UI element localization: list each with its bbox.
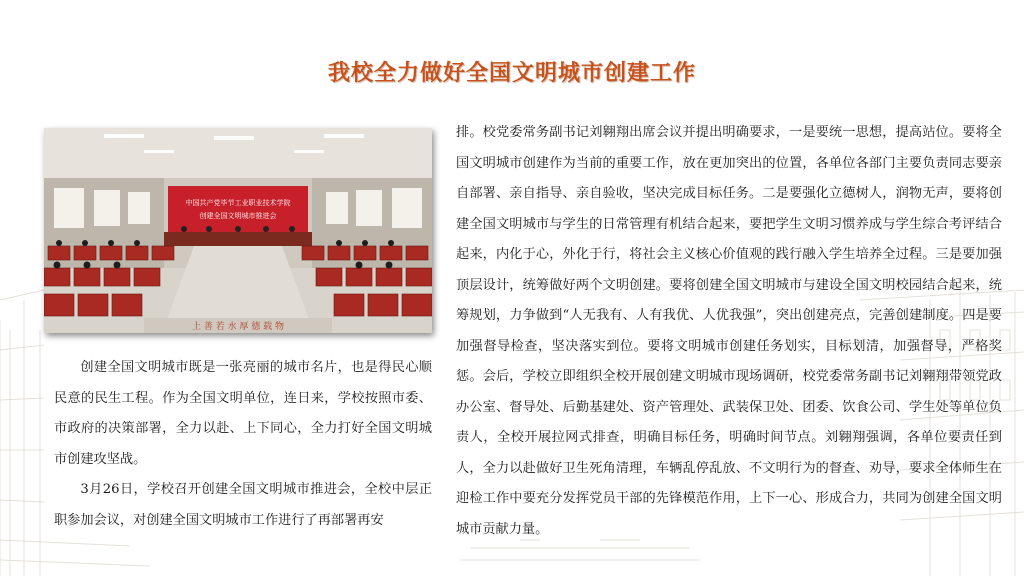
article-right-column xyxy=(456,118,1002,545)
meeting-hall-image xyxy=(44,128,432,333)
floor-text: 上 善 若 水 厚 德 载 物 xyxy=(191,322,285,332)
article-paragraph-2: 3月26日，学校召开创建全国文明城市推进会，全校中层正职参加会议，对创建全国文明城市工作进行了再部署再安 xyxy=(54,482,432,528)
page-title: 我校全力做好全国文明城市创建工作 xyxy=(327,61,696,86)
article-left-column xyxy=(54,353,432,536)
banner-line1: 中国共产党毕节工业职业技术学院 xyxy=(185,199,291,207)
meeting-photo xyxy=(44,128,432,333)
article-paragraph-1: 创建全国文明城市既是一张亮丽的城市名片，也是得民心顺民意的民生工程。作为全国文明单位，连日来，学校按照市委、市政府的决策部署，全力以赴、上下同心，全力打好全国文明城市创建攻坚战。 xyxy=(54,360,432,467)
banner-line2: 创建全国文明城市推进会 xyxy=(199,212,277,220)
article-paragraph-3: 排。校党委常务副书记刘翱翔出席会议并提出明确要求，一是要统一思想，提高站位。要将全国文明城市创建作为当前的重要工作，放在更加突出的位置，各单位各部门主要负责同志要亲自部署、亲自指导、亲自验收，坚决完成目标任务。二是要强化立德树人，润物无声，要将创建全国文明城市与学生的日常管理有机结合起来，要把学生文明习惯养成与学生综合考评结合起来，内化于心，外化于行，将社会主义核心价值观的践行融入学生培养全过程。三是要加强顶层设计，统筹做好两个文明创建。要将创建全国文明城市与建设全国文明校园结合起来，统筹规划，力争做到“人无我有、人有我优、人优我强”，突出创建亮点，完善创建制度。四是要加强督导检查，坚决落实到位。要将文明城市创建任务划实，目标划清，加强督导，严格奖惩。会后，学校立即组织全校开展创建文明城市现场调研，校党委常务副书记刘翱翔带领党政办公室、督导处、后勤基建处、资产管理处、武装保卫处、团委、饮食公司、学生处等单位负责人，全校开展拉网式排查，明确目标任务，明确时间节点。刘翱翔强调，各单位要责任到人，全力以赴做好卫生死角清理，车辆乱停乱放、不文明行为的督查、劝导，要求全体师生在迎检工作中要充分发挥党员干部的先锋模范作用，上下一心、形成合力，共同为创建全国文明城市贡献力量。 xyxy=(456,125,1002,537)
